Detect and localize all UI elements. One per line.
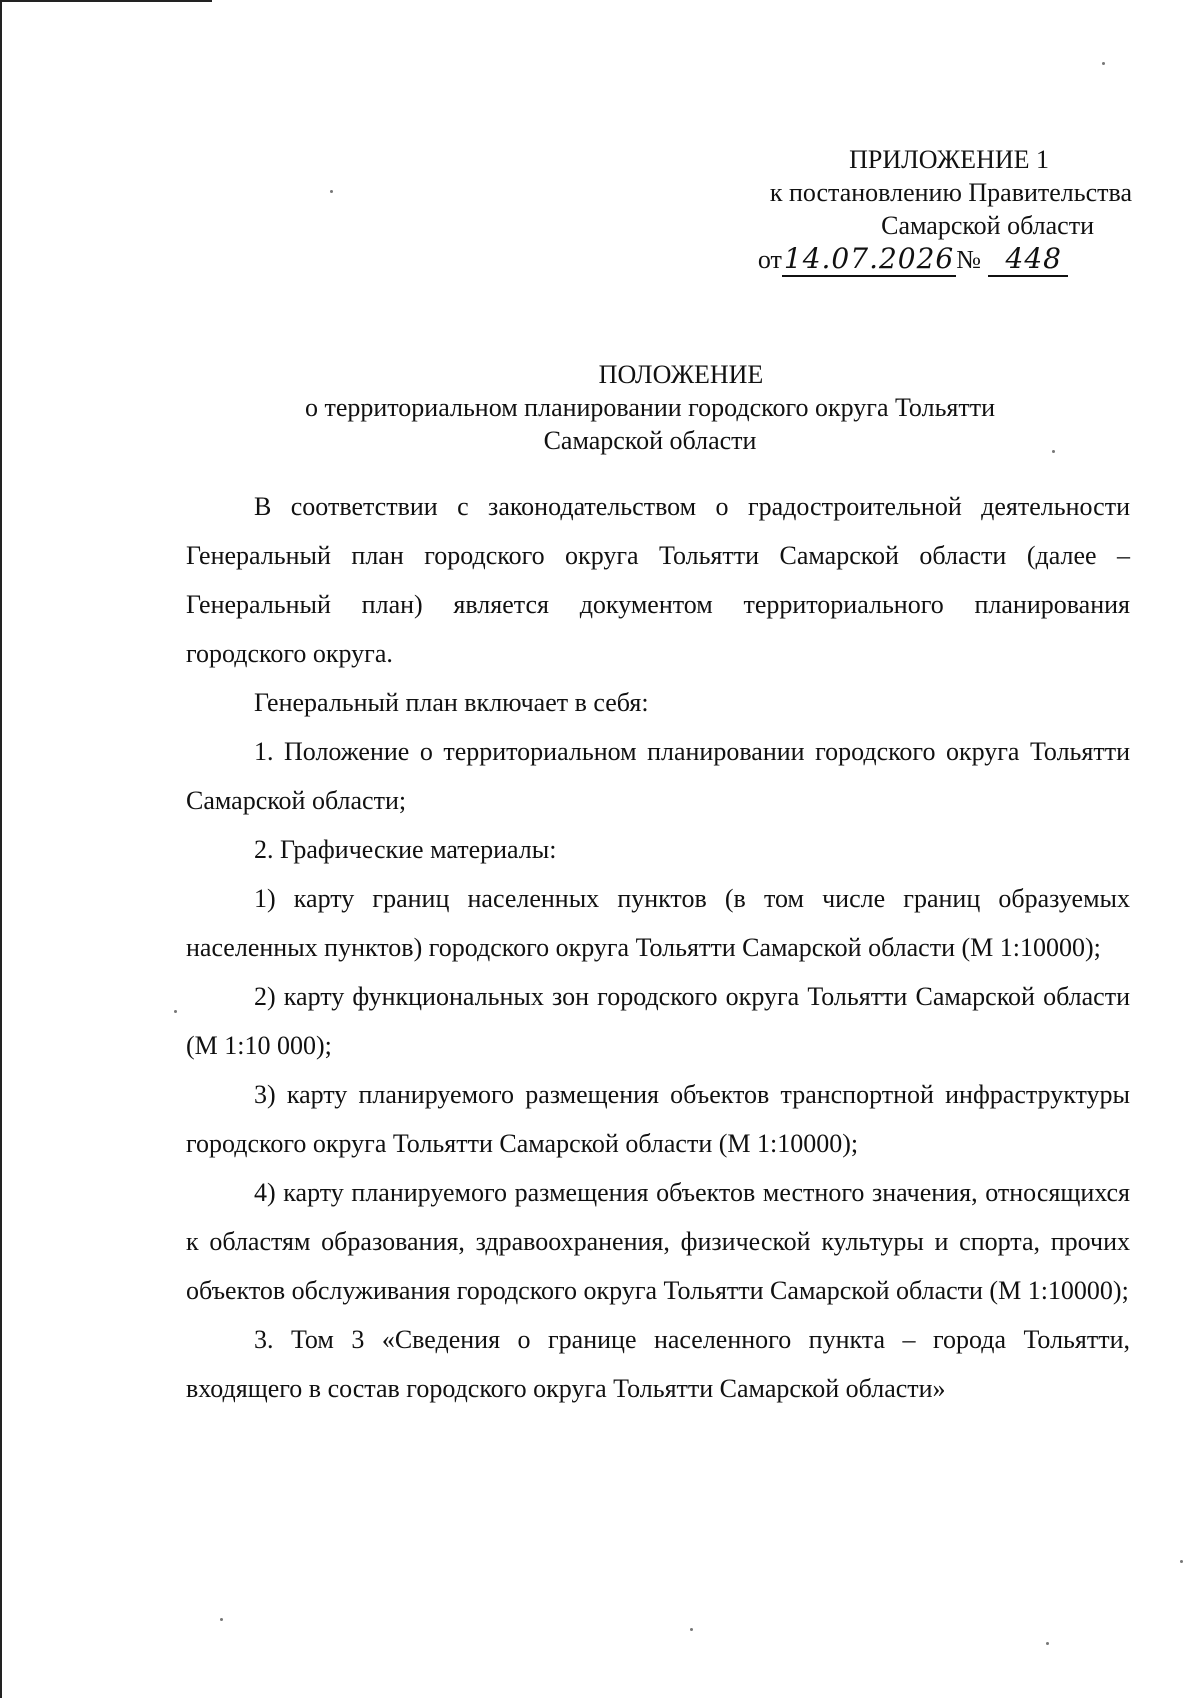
title-heading: ПОЛОЖЕНИЕ [598,360,764,389]
scan-speck [690,1628,693,1631]
list-item: 1. Положение о территориальном планировании городского округа Тольятти Самарской области; [186,737,1130,815]
document-body [186,482,1130,1413]
body-paragraph: В соответствии с законодательством о градостроительной деятельности Генеральный план городского округа Тольятти Самарской области (далее – Генеральный план) является документом территориального планирования городского округа. [186,492,1130,668]
list-item: 1) карту границ населенных пунктов (в том числе границ образуемых населенных пунктов) городского округа Тольятти Самарской области (М 1:10000); [186,884,1130,962]
number-label: № [956,245,982,274]
title-line-1: о территориальном планировании городского округа Тольятти [304,393,996,422]
appendix-header [532,143,1132,276]
region-line: Самарской области [881,211,1094,240]
handwritten-date: 14.07.2026 [783,242,955,275]
list-item: 2. Графические материалы: [254,835,557,864]
scan-top-edge [0,0,212,2]
resolution-line: к постановлению Правительства [769,178,1132,207]
title-line-2: Самарской области [543,426,757,455]
body-paragraph: Генеральный план включает в себя: [254,688,649,717]
scan-speck [1046,1642,1049,1645]
list-item: 3. Том 3 «Сведения о границе населенного пункта – города Тольятти, входящего в состав городского округа Тольятти Самарской области» [186,1325,1130,1403]
list-item: 3) карту планируемого размещения объектов транспортной инфраструктуры городского округа Тольятти Самарской области (М 1:10000); [186,1080,1130,1158]
list-item: 2) карту функциональных зон городского округа Тольятти Самарской области (М 1:10 000); [186,982,1130,1060]
list-item: 4) карту планируемого размещения объектов местного значения, относящихся к областям образования, здравоохранения, физической культуры и спорта, прочих объектов обслуживания городского округа Тольятти Самарской области (М 1:10000); [186,1178,1130,1305]
scan-speck [1102,62,1105,65]
appendix-label: ПРИЛОЖЕНИЕ 1 [849,145,1049,174]
date-number-line [532,242,1132,276]
handwritten-number: 448 [988,242,1068,277]
scan-speck [1052,450,1055,453]
scan-speck [330,190,333,193]
from-label: от [757,245,782,274]
scan-speck [174,1010,177,1013]
document-title [180,358,1120,457]
scan-speck [220,1618,223,1621]
scan-left-edge [0,0,2,1698]
scan-speck [1180,1560,1183,1563]
